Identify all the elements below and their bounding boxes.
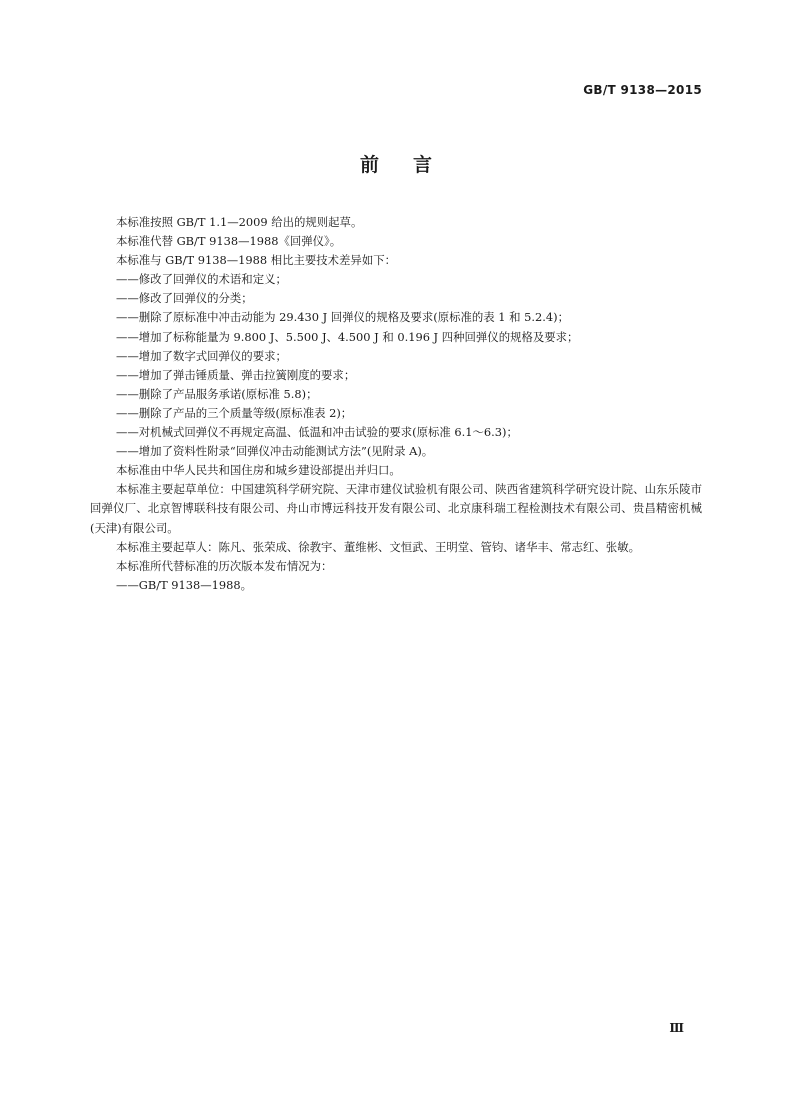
paragraph-drafting-rules: 本标准按照 GB/T 1.1—2009 给出的规则起草。 bbox=[116, 215, 363, 229]
list-item: ——对机械式回弹仪不再规定高温、低温和冲击试验的要求(原标准 6.1～6.3)； bbox=[116, 425, 518, 440]
foreword-body bbox=[90, 213, 702, 595]
standard-code-header: GB/T 9138—2015 bbox=[583, 83, 702, 97]
list-item: ——增加了数字式回弹仪的要求； bbox=[116, 348, 287, 363]
list-item: ——增加了弹击锤质量、弹击拉簧刚度的要求； bbox=[116, 367, 356, 382]
paragraph-drafters: 本标准主要起草人：陈凡、张荣成、徐教宇、董维彬、文恒武、王明堂、管钧、诸华丰、常志红、张敏。 bbox=[116, 539, 640, 554]
page-title: 前言 bbox=[359, 154, 466, 176]
paragraph-proposed-by: 本标准由中华人民共和国住房和城乡建设部提出并归口。 bbox=[116, 463, 401, 478]
paragraph-replaces: 本标准代替 GB/T 9138—1988《回弹仪》。 bbox=[116, 234, 342, 249]
paragraph-drafting-units: 本标准主要起草单位：中国建筑科学研究院、天津市建仪试验机有限公司、陕西省建筑科学研究设计院、山东乐陵市回弹仪厂、北京智博联科技有限公司、舟山市博远科技开发有限公司、北京康科瑞工程检测技术有限公司、贵昌精密机械(天津)有限公司。 bbox=[90, 482, 702, 535]
list-item: ——增加了标称能量为 9.800 J、5.500 J、4.500 J 和 0.196 J 四种回弹仪的规格及要求； bbox=[116, 329, 579, 344]
page-number: Ⅲ bbox=[669, 1021, 684, 1035]
paragraph-history-intro: 本标准所代替标准的历次版本发布情况为： bbox=[116, 558, 333, 573]
list-item: ——删除了原标准中冲击动能为 29.430 J 回弹仪的规格及要求(原标准的表 1 和 5.2.4)； bbox=[116, 310, 569, 325]
list-item: ——删除了产品的三个质量等级(原标准表 2)； bbox=[116, 405, 353, 420]
list-item: ——增加了资料性附录“回弹仪冲击动能测试方法”(见附录 A)。 bbox=[116, 444, 434, 459]
list-item: ——GB/T 9138—1988。 bbox=[116, 577, 253, 592]
paragraph-differences-intro: 本标准与 GB/T 9138—1988 相比主要技术差异如下： bbox=[116, 253, 396, 268]
list-item: ——删除了产品服务承诺(原标准 5.8)； bbox=[116, 386, 318, 401]
list-item: ——修改了回弹仪的分类； bbox=[116, 291, 253, 306]
list-item: ——修改了回弹仪的术语和定义； bbox=[116, 272, 287, 287]
